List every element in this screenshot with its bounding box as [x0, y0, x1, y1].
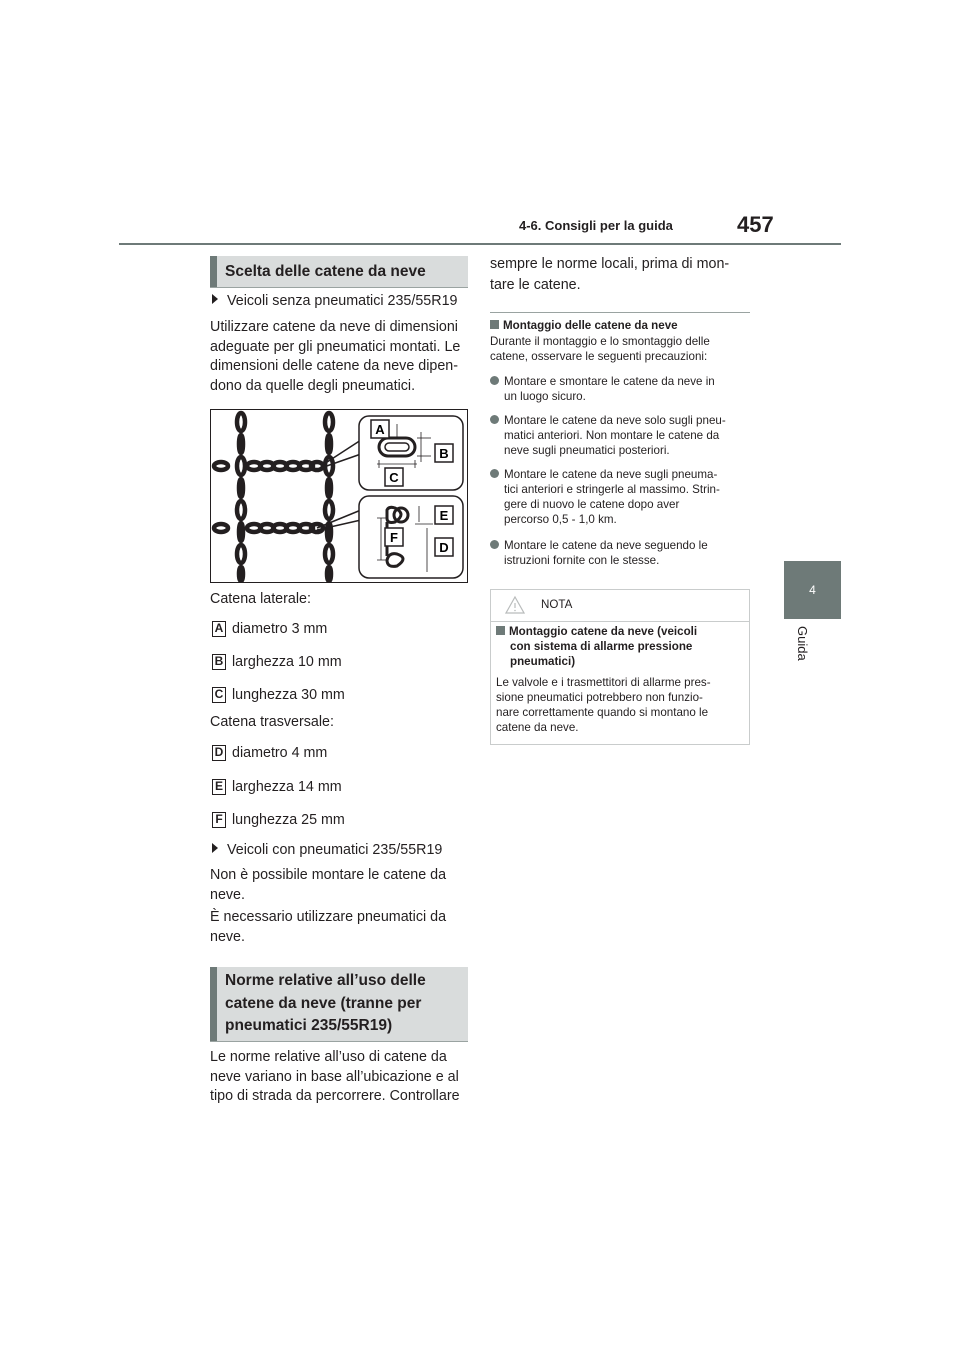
- case2-heading: Veicoli con pneumatici 235/55R19: [212, 841, 442, 861]
- section-heading-chain-rules: Norme relative all’uso delle catene da neve (tranne per pneumatici 235/55R19): [210, 967, 468, 1041]
- cross-chain-item-e: E larghezza 14 mm: [212, 778, 342, 798]
- page-number: 457: [737, 212, 774, 237]
- section-header: 4-6. Consigli per la guida: [519, 218, 673, 233]
- label-box: A: [212, 621, 226, 637]
- lower-cross-chain: [214, 524, 323, 532]
- mount-intro: Durante il montaggio e lo smontaggio delle catene, osservare le seguenti precauzioni:: [490, 335, 710, 363]
- cross-chain-item-f: F lunghezza 25 mm: [212, 811, 345, 831]
- left-vertical-chain: [237, 413, 245, 581]
- heading-rule: [210, 1041, 468, 1042]
- case2-paragraph-1: Non è possibile montare le catene da neve.: [210, 867, 447, 903]
- figure-label-e: E: [439, 508, 449, 523]
- upper-cross-chain: [214, 462, 323, 470]
- triangle-bullet-icon: [212, 294, 218, 304]
- mount-title: Montaggio delle catene da neve: [490, 318, 678, 333]
- rules-paragraph: Le norme relative all’uso di catene da neve variano in base all’ubicazione e al tipo di strada da percorrere. Controllare: [210, 1049, 460, 1104]
- figure-label-f: F: [390, 530, 398, 545]
- heading-rule: [210, 287, 468, 288]
- label-box: F: [212, 812, 226, 828]
- nota-heading: NOTA: [541, 598, 573, 611]
- round-bullet-icon: [490, 415, 499, 424]
- cross-chain-label: Catena trasversale:: [210, 714, 334, 730]
- chain-diagram-svg: [211, 410, 467, 582]
- chapter-tab-label: Guida: [795, 626, 810, 661]
- snow-chain-illustration: [210, 409, 468, 583]
- warning-triangle-icon: [505, 595, 525, 615]
- section-heading-chain-choice: Scelta delle catene da neve: [210, 256, 468, 287]
- case2-paragraph-2: È necessario utilizzare pneumatici da neve.: [210, 909, 447, 945]
- nota-text: Le valvole e i trasmettitori di allarme pres- sione pneumatici potrebbero non funzio- nare correttamente quando si montano le catene da neve.: [496, 676, 711, 734]
- round-bullet-icon: [490, 469, 499, 478]
- header-rule: [119, 243, 841, 245]
- chapter-tab[interactable]: 4: [784, 561, 841, 619]
- divider: [490, 312, 750, 313]
- label-box: B: [212, 654, 226, 670]
- cross-chain-item-d: D diametro 4 mm: [212, 744, 327, 764]
- side-chain-item-a: A diametro 3 mm: [212, 620, 327, 640]
- label-box: C: [212, 687, 226, 703]
- figure-label-a: A: [375, 422, 385, 437]
- rules-paragraph-continued: sempre le norme locali, prima di mon- tare le catene.: [490, 256, 730, 293]
- side-chain-label: Catena laterale:: [210, 591, 311, 607]
- bullet-item-1: Montare e smontare le catene da neve in un luogo sicuro.: [490, 374, 754, 404]
- square-bullet-icon: [490, 320, 499, 329]
- figure-label-b: B: [439, 446, 449, 461]
- label-box: E: [212, 779, 226, 795]
- round-bullet-icon: [490, 376, 499, 385]
- nota-header: [491, 590, 749, 622]
- side-chain-item-c: C lunghezza 30 mm: [212, 686, 345, 706]
- figure-label-d: D: [439, 540, 449, 555]
- bullet-item-4: Montare le catene da neve seguendo le istruzioni fornite con le stesse.: [490, 538, 754, 568]
- right-vertical-chain: [325, 413, 333, 581]
- figure-label-c: C: [389, 470, 399, 485]
- bullet-item-3: Montare le catene da neve sugli pneuma- tici anteriori e stringerle al massimo. Strin- gere di nuovo le catene dopo aver percorso 0,5 - 1,0 km.: [490, 467, 754, 527]
- nota-title: Montaggio catene da neve (veicoli con sistema di allarme pressione pneumatici): [496, 624, 746, 669]
- square-bullet-icon: [496, 626, 505, 635]
- side-chain-item-b: B larghezza 10 mm: [212, 653, 342, 673]
- triangle-bullet-icon: [212, 843, 218, 853]
- chain-drawing: [214, 413, 333, 581]
- round-bullet-icon: [490, 540, 499, 549]
- case1-paragraph: Utilizzare catene da neve di dimensioni adeguate per gli pneumatici montati. Le dimensioni delle catene da neve dipen- dono da quelle degli pneumatici.: [210, 319, 461, 394]
- case1-heading: Veicoli senza pneumatici 235/55R19: [212, 292, 458, 312]
- label-box: D: [212, 745, 226, 761]
- bullet-item-2: Montare le catene da neve solo sugli pneu- matici anteriori. Non montare le catene da neve sugli pneumatici posteriori.: [490, 413, 754, 458]
